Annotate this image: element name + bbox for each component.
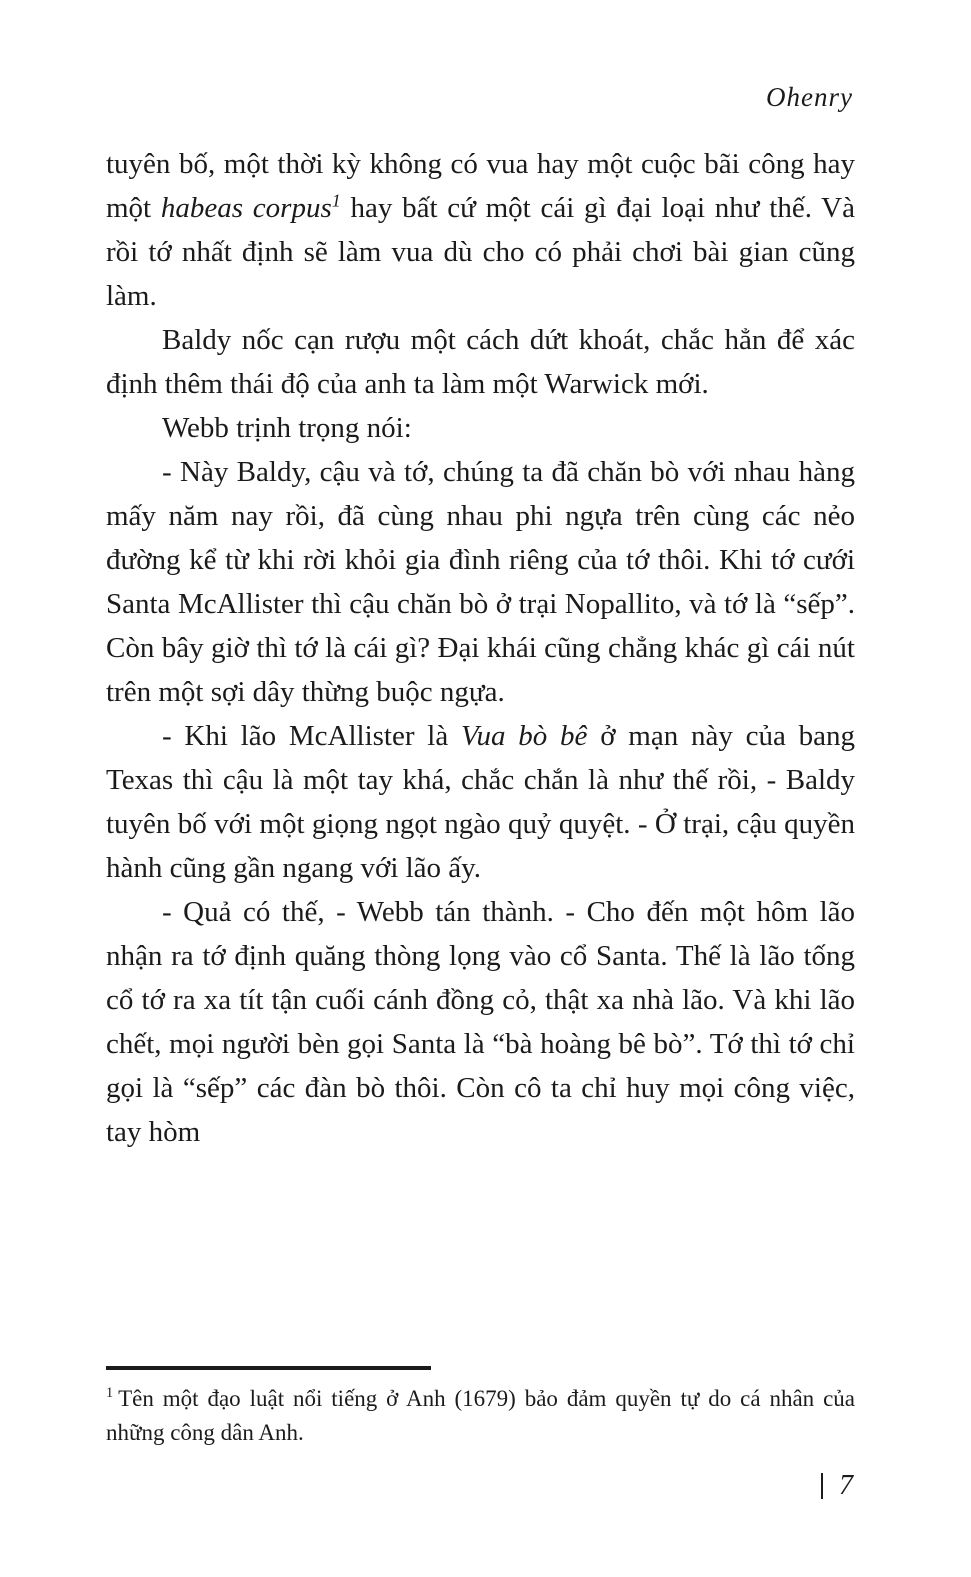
text-run: - Này Baldy, cậu và tớ, chúng ta đã chăn bò với nhau hàng mấy năm nay rồi, đã cùng nhau phi ngựa trên cùng các nẻo đường kể từ khi rời khỏi gia đình riêng của tớ thôi. Khi tớ cưới Santa McAllister thì cậu chăn bò ở trại Nopallito, và tớ là “sếp”. Còn bây giờ thì tớ là cái gì? Đại khái cũng chẳng khác gì cái nút trên một sợi dây thừng buộc ngựa. (106, 456, 855, 708)
paragraph (106, 406, 855, 450)
author-name: Ohenry (766, 82, 853, 112)
paragraph (106, 450, 855, 714)
page-footer (821, 1470, 853, 1502)
text-run: tuyên bố, một thời kỳ không có vua hay một cuộc bãi công hay một (106, 148, 855, 224)
paragraph (106, 890, 855, 1154)
paragraph (106, 714, 855, 890)
footnote-section (106, 1366, 855, 1450)
text-run: ở mạn này của bang Texas thì cậu là một tay khá, chắc chắn là như thế rồi, - Baldy tuyên bố với một giọng ngọt ngào quỷ quyệt. - Ở trại, cậu quyền hành cũng gần ngang với lão ấy. (106, 720, 855, 884)
text-run: Webb trịnh trọng nói: (162, 412, 412, 444)
page-number: 7 (839, 1470, 853, 1501)
page-number-divider (821, 1473, 823, 1499)
running-header (106, 82, 853, 113)
paragraph (106, 142, 855, 318)
text-run: habeas corpus (160, 192, 332, 224)
footnote-divider (106, 1366, 431, 1370)
text-run: Baldy nốc cạn rượu một cách dứt khoát, chắc hẳn để xác định thêm thái độ của anh ta làm một Warwick mới. (106, 324, 855, 400)
paragraph (106, 318, 855, 406)
footnote (106, 1382, 855, 1450)
text-run: 1 (331, 190, 341, 211)
footnote-text: Tên một đạo luật nổi tiếng ở Anh (1679) bảo đảm quyền tự do cá nhân của những công dân Anh. (106, 1386, 855, 1445)
text-run: hay bất cứ một cái gì đại loại như thế. Và rồi tớ nhất định sẽ làm vua dù cho có phải chơi bài gian cũng làm. (106, 192, 855, 312)
text-run: - Quả có thế, - Webb tán thành. - Cho đến một hôm lão nhận ra tớ định quăng thòng lọng vào cổ Santa. Thế là lão tống cổ tớ ra xa tít tận cuối cánh đồng cỏ, thật xa nhà lão. Và khi lão chết, mọi người bèn gọi Santa là “bà hoàng bê bò”. Tớ thì tớ chỉ gọi là “sếp” các đàn bò thôi. Còn cô ta chỉ huy mọi công việc, tay hòm (106, 896, 855, 1148)
text-run: - Khi lão McAllister là (162, 720, 461, 752)
body-text (106, 142, 855, 1154)
footnote-marker: 1 (106, 1385, 114, 1402)
text-run: Vua bò bê (460, 720, 588, 752)
